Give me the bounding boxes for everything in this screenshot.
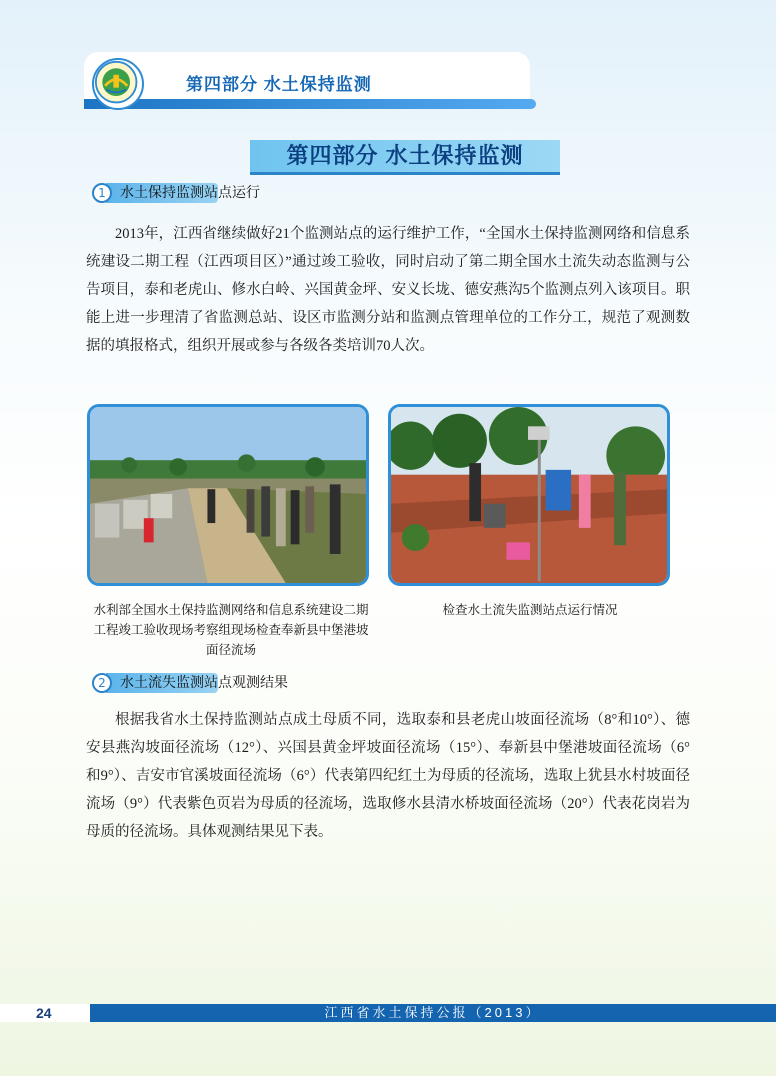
photo-monitoring-station-check bbox=[388, 404, 670, 586]
section-heading-label: 水土流失监测站点观测结果 bbox=[120, 675, 288, 691]
organization-logo bbox=[92, 58, 144, 110]
caption-line: 面径流场 bbox=[205, 643, 256, 657]
section-2-paragraph: 根据我省水土保持监测站点成土母质不同，选取泰和县老虎山坡面径流场（8°和10°）、德安县燕沟坡面径流场（12°）、兴国县黄金坪坡面径流场（15°）、奉新县中堡港坡面径流场（6°和9°）、吉安市官溪坡面径流场（6°）代表第四纪红土为母质的径流场，选取上犹县水村坡面径流场（9°）代表紫色页岩为母质的径流场，选取修水县清水桥坡面径流场（20°）代表花岗岩为母质的径流场。具体观测结果见下表。 bbox=[86, 712, 690, 840]
caption-line: 工程竣工验收现场考察组现场检查奉新县中堡港坡 bbox=[93, 623, 369, 637]
header-title: 第四部分 水土保持监测 bbox=[186, 75, 372, 94]
section-heading-2 bbox=[92, 672, 288, 694]
page-title: 第四部分 水土保持监测 bbox=[250, 140, 560, 175]
section-heading-label: 水土保持监测站点运行 bbox=[120, 185, 260, 201]
section-1-paragraph: 2013年，江西省继续做好21个监测站点的运行维护工作，“全国水土保持监测网络和信息系统建设二期工程（江西项目区）”通过竣工验收，同时启动了第二期全国水土流失动态监测与公告项目，泰和老虎山、修水白岭、兴国黄金坪、安义长垅、德安燕沟5个监测点列入该项目。职能上进一步理清了省监测总站、设区市监测分站和监测点管理单位的工作分工，规范了观测数据的填报格式，组织开展或参与各级各类培训70人次。 bbox=[86, 226, 690, 354]
caption-line: 水利部全国水土保持监测网络和信息系统建设二期 bbox=[93, 603, 369, 617]
header-accent-bar bbox=[84, 99, 536, 109]
photo-1-caption bbox=[84, 600, 378, 660]
caption-line: 检查水土流失监测站点运行情况 bbox=[442, 603, 618, 617]
page-number: 24 bbox=[36, 1005, 52, 1021]
photo-runoff-field-inspection bbox=[87, 404, 369, 586]
section-number-badge: 2 bbox=[92, 673, 112, 693]
section-heading-1 bbox=[92, 182, 260, 204]
footer-publication-title: 江西省水土保持公报（2013） bbox=[90, 1004, 776, 1022]
photo-2-caption bbox=[388, 600, 672, 620]
section-number-badge: 1 bbox=[92, 183, 112, 203]
